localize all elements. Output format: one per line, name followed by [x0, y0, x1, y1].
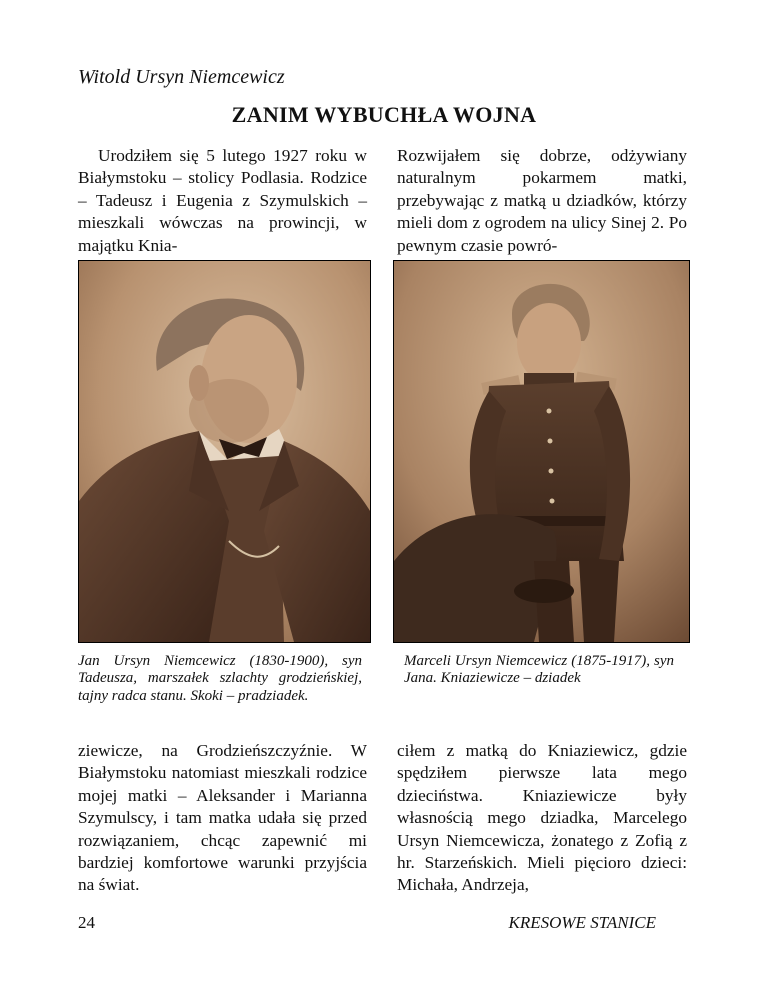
paragraph-text: ciłem z matką do Kniaziewicz, gdzie spędziłem pierwsze lata mego dzieciństwa. Kniaziewicze były własnością mego dziadka, Marcelego Ursyn Niemcewicza, żonatego z Zofią z hr. Starzeńskich. Mieli pięcioro dzieci: Michała, Andrzeja, [397, 741, 687, 895]
chapter-title: ZANIM WYBUCHŁA WOJNA [231, 102, 537, 127]
paragraph-top-right [397, 145, 687, 257]
author-name: Witold Ursyn Niemcewicz [78, 66, 285, 88]
page-number: 24 [78, 913, 95, 932]
photo-caption-right: Marceli Ursyn Niemcewicz (1875-1917), syn Jana. Kniaziewicze – dziadek [404, 653, 674, 687]
paragraph-text: Rozwijałem się dobrze, odżywiany naturalnym pokarmem matki, przebywając z matką u dziadków, którzy mieli dom z ogrodem na ulicy Sinej 2. Po pewnym czasie powró- [397, 146, 687, 255]
portrait-jan-image [79, 261, 370, 642]
portrait-marceli-image [394, 261, 689, 642]
paragraph-text: Urodziłem się 5 lutego 1927 roku w Białymstoku – stolicy Podlasia. Rodzice – Tadeusz i Eugenia z Szymulskich – mieszkali wówczas na prowincji, w majątku Knia- [78, 146, 367, 255]
photo-caption-left: Jan Ursyn Niemcewicz (1830-1900), syn Tadeusza, marszałek szlachty grodzieńskiej, tajny radca stanu. Skoki – pradziadek. [78, 653, 362, 704]
paragraph-top-left [78, 145, 367, 257]
paragraph-bottom-left [78, 740, 367, 897]
portrait-photo-marceli [393, 260, 690, 643]
paragraph-bottom-right [397, 740, 687, 897]
running-footer-title: KRESOWE STANICE [508, 913, 656, 932]
paragraph-text: ziewicze, na Grodzieńszczyźnie. W Białymstoku natomiast mieszkali rodzice mojej matki – Aleksander i Marianna Szymulscy, i tam matka udała się przed rozwiązaniem, chcąc zapewnić mi bardziej komfortowe warunki przyjścia na świat. [78, 741, 367, 895]
portrait-photo-jan [78, 260, 371, 643]
